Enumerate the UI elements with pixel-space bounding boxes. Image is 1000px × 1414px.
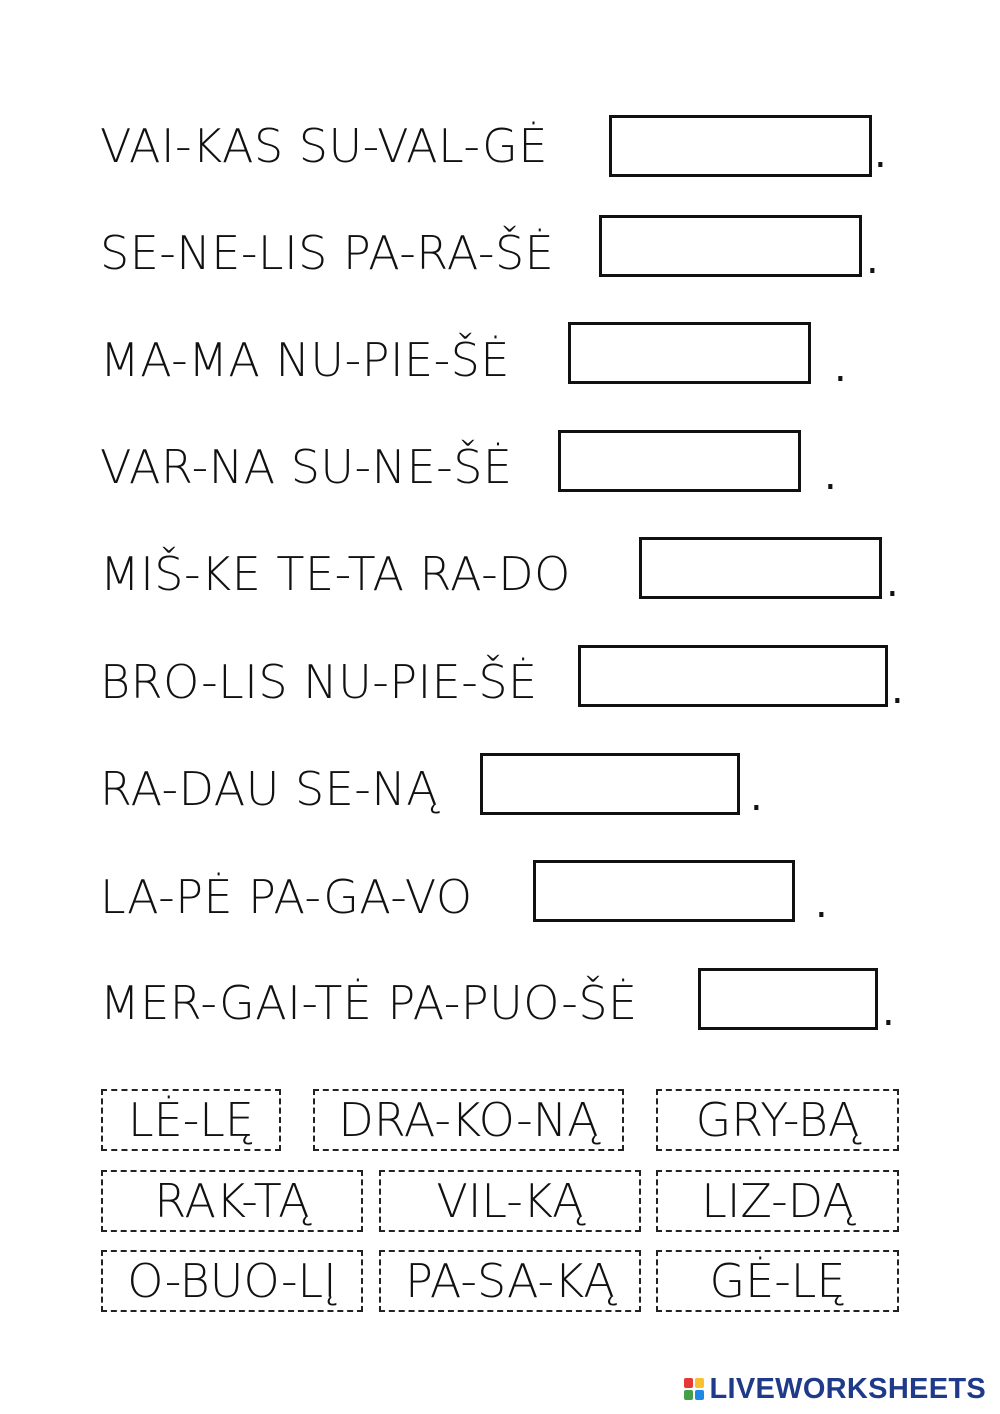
sentence-period: . (886, 560, 899, 606)
sentence-text: MIŠ-KE TE-TA RA-DO (100, 547, 571, 601)
word-tile[interactable]: VIL-KĄ (379, 1170, 641, 1232)
sentence-period: . (750, 774, 763, 820)
word-tile[interactable]: O-BUO-LĮ (101, 1250, 363, 1312)
sentence-text: LA-PĖ PA-GA-VO (100, 870, 473, 924)
word-tile[interactable]: RAK-TĄ (101, 1170, 363, 1232)
logo-square-green (684, 1390, 693, 1400)
sentence-text: SE-NE-LIS PA-RA-ŠĖ (100, 226, 555, 280)
brand-name: LIVEWORKSHEETS (709, 1372, 986, 1405)
sentence-period: . (891, 667, 904, 713)
answer-drop-box[interactable] (480, 753, 740, 815)
answer-drop-box[interactable] (599, 215, 862, 277)
answer-drop-box[interactable] (609, 115, 872, 177)
sentence-text: MER-GAI-TĖ PA-PUO-ŠĖ (100, 976, 638, 1030)
word-tile[interactable]: GRY-BĄ (656, 1089, 899, 1151)
sentence-period: . (866, 237, 879, 283)
liveworksheets-logo-icon (684, 1378, 704, 1400)
logo-square-blue (695, 1390, 704, 1400)
sentence-text: MA-MA NU-PIE-ŠĖ (100, 333, 510, 387)
sentence-period: . (874, 131, 887, 177)
word-tile[interactable]: PA-SA-KĄ (379, 1250, 641, 1312)
liveworksheets-brand (684, 1374, 987, 1404)
word-tile[interactable]: DRA-KO-NĄ (313, 1089, 624, 1151)
sentence-period: . (882, 989, 895, 1035)
answer-drop-box[interactable] (578, 645, 888, 707)
sentence-text: VAI-KAS SU-VAL-GĖ (100, 119, 548, 173)
answer-drop-box[interactable] (533, 860, 795, 922)
answer-drop-box[interactable] (568, 322, 811, 384)
sentence-period: . (824, 453, 837, 499)
word-tile[interactable]: LĖ-LĘ (101, 1089, 281, 1151)
word-tile[interactable]: LIZ-DĄ (656, 1170, 899, 1232)
sentence-period: . (834, 345, 847, 391)
sentence-text: BRO-LIS NU-PIE-ŠĖ (100, 655, 538, 709)
answer-drop-box[interactable] (639, 537, 882, 599)
word-tile[interactable]: GĖ-LĘ (656, 1250, 899, 1312)
logo-square-yellow (695, 1378, 704, 1388)
answer-drop-box[interactable] (698, 968, 878, 1030)
sentence-text: RA-DAU SE-NĄ (100, 762, 439, 816)
sentence-text: VAR-NA SU-NE-ŠĖ (100, 440, 513, 494)
sentence-period: . (815, 881, 828, 927)
answer-drop-box[interactable] (558, 430, 801, 492)
logo-square-red (684, 1378, 693, 1388)
